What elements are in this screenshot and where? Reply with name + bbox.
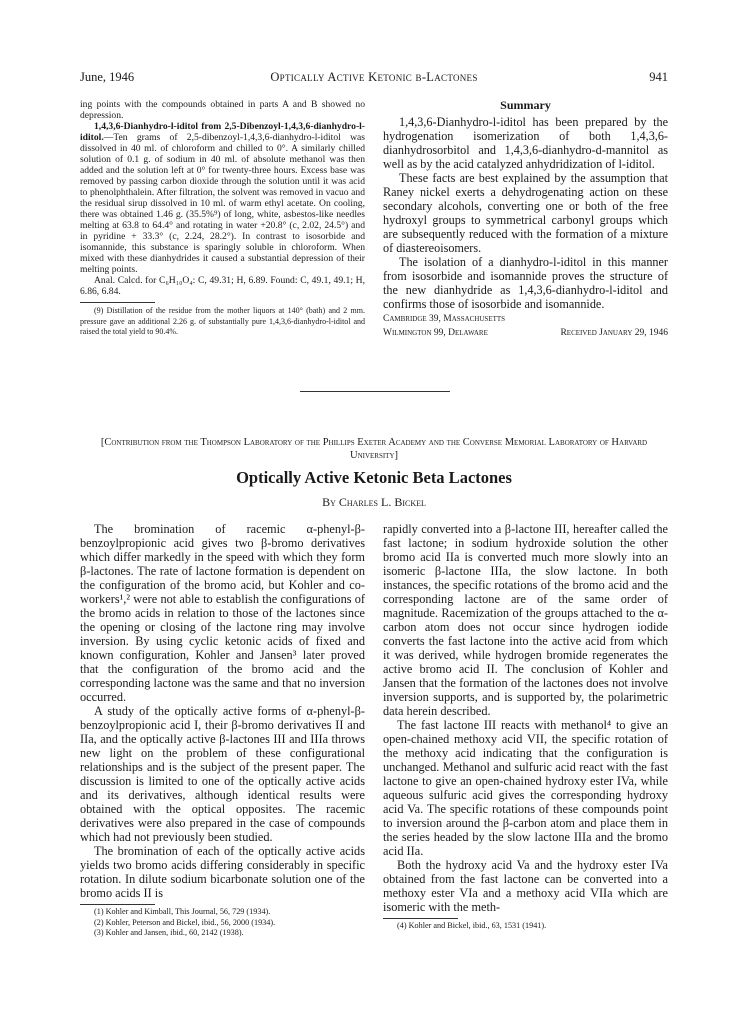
section-divider <box>300 391 450 392</box>
analysis-paragraph: Anal. Calcd. for C₆H₁₀O₄: C, 49.31; H, 6.89. Found: C, 49.1, 49.1; H, 6.86, 6.84. <box>80 275 365 297</box>
footnote-rule <box>80 302 155 303</box>
footnote-rule-right <box>383 918 458 919</box>
received-date: Received January 29, 1946 <box>560 328 668 338</box>
address-wilmington <box>383 327 668 339</box>
page-number: 941 <box>649 70 668 84</box>
header-date: June, 1946 <box>80 70 135 84</box>
body-paragraph-5: The fast lactone III reacts with methanol⁴ to give an open-chained methoxy acid VII, the specific rotation of the methoxy acid indicating that the configuration is unchanged. Methanol and sulfuric acid react with the fast lactone to give an open-chained hydroxy ester IVa, while aqueous sulfuric acid gives the corresponding hydroxy acid Va. The specific rotations of these compounds point to inversion around the β-carbon atom and place them in the series headed by the slow lactone IIIa and the bromo acid IIa. <box>383 718 668 858</box>
summary-heading: Summary <box>500 98 551 112</box>
summary-paragraph-1: 1,4,3,6-Dianhydro-l-iditol has been prepared by the hydrogenation isomerization of both 1,4,3,6-dianhydrosorbitol and 1,4,3,6-dianhydro-d-mannitol as well as by the acid catalyzed anhydridization of l-iditol. <box>383 115 668 171</box>
summary-section <box>383 98 668 339</box>
header-title: Optically Active Ketonic β-Lactones <box>270 70 478 84</box>
body-paragraph-4: rapidly converted into a β-lactone III, hereafter called the fast lactone; in sodium hydroxide solution the other bromo acid IIa is converted much more slowly into an isomeric β-lactone IIIa, the slow lactone. In both instances, the specific rotations of the bromo acid and the corresponding lactone are of the same order of magnitude. Racemization of the groups attached to the α-carbon atom does not occur since hydrogen iodide converts the fast lactone into the active acid from which it was derived, while hydrogen bromide regenerates the active bromo acid II. The conclusion of Kohler and Jansen that the formation of the lactones does not involve inversion supports, and is supported by, the polarimetric data herein described. <box>383 522 668 718</box>
contribution-note: [Contribution from the Thompson Laboratory of the Phillips Exeter Academy and the Converse Memorial Laboratory of Harvard University] <box>100 437 648 461</box>
experimental-column <box>80 99 365 338</box>
footnote-4: (4) Kohler and Bickel, ibid., 63, 1531 (1941). <box>397 921 547 930</box>
article-title: Optically Active Ketonic Beta Lactones <box>236 468 512 487</box>
summary-paragraph-2: These facts are best explained by the assumption that Raney nickel exerts a dehydrogenating action on these secondary alcohols, converting one or both of the free hydroxyl groups to symmetrical carbonyl groups which are subsequently reduced with the formation of a mixture of diastereoisomers. <box>383 171 668 255</box>
address-wilmington-text: Wilmington 99, Delaware <box>383 328 488 338</box>
experimental-paragraph-1: ing points with the compounds obtained in parts A and B showed no depression. <box>80 99 365 121</box>
footnote-rule-left <box>80 904 155 905</box>
experimental-paragraph-2 <box>80 121 365 275</box>
footnote-2: (2) Kohler, Peterson and Bickel, ibid., 56, 2000 (1934). <box>94 917 276 927</box>
body-paragraph-1: The bromination of racemic α-phenyl-β-benzoylpropionic acid gives two β-bromo derivatives which differ markedly in the speed with which they form β-lactones. The rate of lactone formation is dependent on the configuration of the bromo acid, but Kohler and co-workers¹,² were not able to establish the configurations of the bromo acids in relation to those of the lactones since the opening or closing of the lactone ring may involve inversion. By using cyclic ketonic acids of fixed and known configuration, Kohler and Jansen³ later proved that the configuration of the bromo acid and the corresponding lactone was the same and that no inversion occurred. <box>80 522 365 704</box>
summary-paragraph-3: The isolation of a dianhydro-l-iditol in this manner from isosorbide and isomannide proves the structure of the new dianhydride as 1,4,3,6-dianhydro-l-iditol and confirms those of isosorbide and isomannide. <box>383 255 668 311</box>
footnote-1: (1) Kohler and Kimball, This Journal, 56, 729 (1934). <box>94 907 271 916</box>
footnote-3: (3) Kohler and Jansen, ibid., 60, 2142 (1938). <box>94 928 244 937</box>
running-header <box>80 70 668 86</box>
body-paragraph-2: A study of the optically active forms of α-phenyl-β-benzoylpropionic acid I, their β-bromo derivatives II and IIa, and the optically active β-lactones III and IIIa throws new light on the problem of these configurational relationships and is the subject of the present paper. The discussion is limited to one of the optically active acids and its derivatives, although identical results were obtained with the optical opposites. The racemic derivatives were also prepared in the case of compounds which had not previously been studied. <box>80 704 365 844</box>
body-right-column <box>383 522 668 932</box>
author-byline: By Charles L. Bickel <box>322 495 426 509</box>
address-cambridge: Cambridge 39, Massachusetts <box>383 314 506 324</box>
footnote-9: (9) Distillation of the residue from the mother liquors at 140° (bath) and 2 mm. pressure gave an additional 2.26 g. of substantially pure 1,4,3,6-dianhydro-l-iditol and raised the total yield to 90.4%. <box>80 306 365 336</box>
experimental-heading: 1,4,3,6-Dianhydro-l-iditol from 2,5-Dibenzoyl-1,4,3,6-dianhydro-l-iditol. <box>80 121 365 143</box>
experimental-text: —Ten grams of 2,5-dibenzoyl-1,4,3,6-dianhydro-l-iditol was dissolved in 40 ml. of chloroform and chilled to 0°. A similarly chilled solution of 0.1 g. of sodium in 40 ml. of absolute methanol was then added and the solution left at 0° for twenty-three hours. Excess base was removed by passing carbon dioxide through the solution until it was acid to phenolphthalein. After filtration, the solvent was removed in vacuo and the residual sirup dissolved in 10 ml. of warm ethyl acetate. On cooling, there was obtained 1.46 g. (35.5%⁹) of long, white, asbestos-like needles melting at 63.8 to 64.4° and rotating in water +20.8° (c, 2.02, 24.5°) and in pyridine + 33.3° (c, 2.24, 28.2°). In contrast to isosorbide and isomannide, this substance is sparingly soluble in chloroform. When mixed with these dianhydrides it caused a substantial depression of their melting points. <box>80 132 365 275</box>
body-paragraph-6: Both the hydroxy acid Va and the hydroxy ester IVa obtained from the fast lactone can be converted into a methoxy ester VIa and a methoxy acid VIIa which are isomeric with the meth- <box>383 858 668 914</box>
body-left-column <box>80 522 365 939</box>
body-paragraph-3: The bromination of each of the optically active acids yields two bromo acids differing considerably in specific rotation. In dilute sodium bicarbonate solution one of the bromo acids II is <box>80 844 365 900</box>
